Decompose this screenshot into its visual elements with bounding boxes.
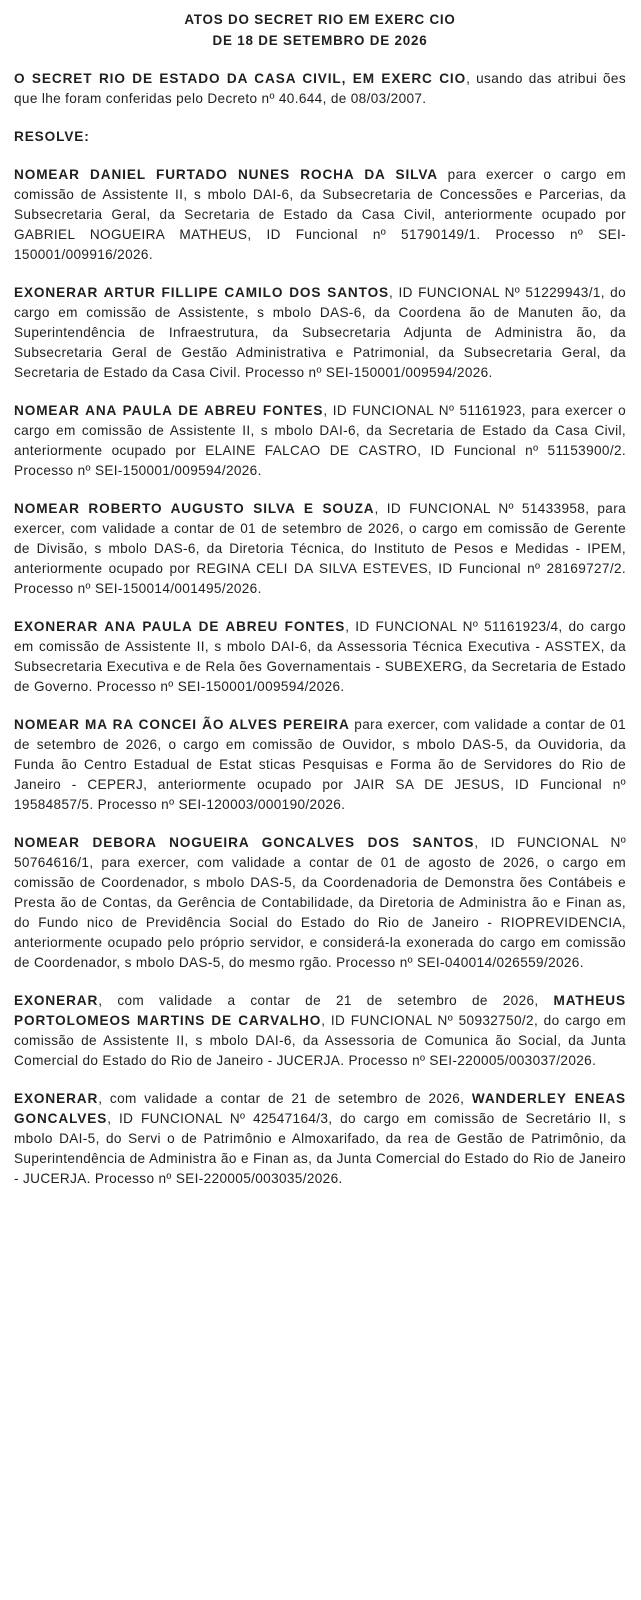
act-4-text: , ID FUNCIONAL Nº 51433958, para exercer, com validade a contar de 01 de setembro de 2026, o cargo em comissão de Gerente de Divisão, s mbolo DAS-6, da Diretoria Técnica, do Instituto de Pesos e Medidas - IPEM, anteriormente ocupado por REGINA CELI DA SILVA ESTEVES, ID Funcional nº 28169727/2. Processo nº SEI-150014/001495/2026. — [14, 501, 627, 596]
act-5-bold: EXONERAR ANA PAULA DE ABREU FONTES — [14, 619, 346, 634]
act-5-text: , ID FUNCIONAL Nº 51161923/4, do cargo em comissão de Assistente II, s mbolo DAI-6, da Assessoria Técnica Executiva - ASSTEX, da Subsecretaria Executiva e de Rela ões Governamentais - SUBEXERG, da Secretaria de Estado de Governo. Processo nº SEI-150001/009594/2026. — [14, 619, 626, 694]
act-7-bold: NOMEAR DEBORA NOGUEIRA GONCALVES DOS SANTOS — [14, 835, 475, 850]
act-paragraph-9 — [14, 1089, 626, 1189]
act-paragraph-7 — [14, 833, 626, 973]
intro-paragraph — [14, 69, 626, 109]
act-9-bold: EXONERAR — [14, 1091, 99, 1106]
act-2-text: , ID FUNCIONAL Nº 51229943/1, do cargo em comissão de Assistente, s mbolo DAS-6, da Coordena ão de Manuten ão, da Superintendência de Infraestrutura, da Subsecretaria Adjunta de Administra ão, da Subsecretaria Geral de Gestão Administrativa e Patrimonial, da Subsecretaria Geral, da Secretaria de Estado da Casa Civil. Processo nº SEI-150001/009594/2026. — [14, 285, 626, 380]
act-8-text-2: , ID FUNCIONAL Nº 50932750/2, do cargo em comissão de Assistente II, s mbolo DAI-6, da Assessoria de Comunica ão Social, da Junta Comercial do Estado do Rio de Janeiro - JUCERJA. Processo nº SEI-220005/003037/2026. — [14, 1013, 626, 1068]
resolve-label: RESOLVE: — [14, 129, 90, 144]
act-9-bold-name: WANDERLEY ENEAS GONCALVES — [14, 1091, 626, 1126]
act-6-bold: NOMEAR MA RA CONCEI ÃO ALVES PEREIRA — [14, 717, 350, 732]
act-2-bold: EXONERAR ARTUR FILLIPE CAMILO DOS SANTOS — [14, 285, 390, 300]
heading-line-1: ATOS DO SECRET RIO EM EXERC CIO — [184, 12, 456, 27]
act-8-bold: EXONERAR — [14, 993, 99, 1008]
act-paragraph-4 — [14, 499, 626, 599]
act-3-text: , ID FUNCIONAL Nº 51161923, para exercer o cargo em comissão de Assistente II, s mbolo DAI-6, da Secretaria de Estado da Casa Civil, anteriormente ocupado por ELAINE FALCAO DE CASTRO, ID Funcional nº 51153900/2. Processo nº SEI-150001/009594/2026. — [14, 403, 626, 478]
act-paragraph-1 — [14, 165, 626, 265]
act-6-text: para exercer, com validade a contar de 01 de setembro de 2026, o cargo em comissão de Ouvidor, s mbolo DAS-5, da Ouvidoria, da Funda ão Centro Estadual de Estat sticas Pesquisas e Forma ão de Servidores do Rio de Janeiro - CEPERJ, anteriormente ocupado por JAIR SA DE JESUS, ID Funcional nº 19584857/5. Processo nº SEI-120003/000190/2026. — [14, 717, 626, 812]
act-8-bold-name: MATHEUS PORTOLOMEOS MARTINS DE CARVALHO — [14, 993, 626, 1028]
act-1-text: para exercer o cargo em comissão de Assistente II, s mbolo DAI-6, da Subsecretaria de Concessões e Parcerias, da Subsecretaria Geral, da Secretaria de Estado da Casa Civil, anteriormente ocupado por GABRIEL NOGUEIRA MATHEUS, ID Funcional nº 51790149/1. Processo nº SEI-150001/009916/2026. — [14, 167, 626, 262]
heading-line-2: DE 18 DE SETEMBRO DE 2026 — [212, 33, 428, 48]
act-paragraph-2 — [14, 283, 626, 383]
act-9-text: , com validade a contar de 21 de setembro de 2026, — [98, 1091, 472, 1106]
intro-bold: O SECRET RIO DE ESTADO DA CASA CIVIL, EM EXERC CIO — [14, 71, 467, 86]
intro-text: , usando das atribui ões que lhe foram conferidas pelo Decreto nº 40.644, de 08/03/2007. — [14, 71, 626, 106]
act-paragraph-3 — [14, 401, 626, 481]
act-1-bold: NOMEAR DANIEL FURTADO NUNES ROCHA DA SILVA — [14, 167, 438, 182]
document-heading — [14, 9, 626, 51]
act-9-text-2: , ID FUNCIONAL Nº 42547164/3, do cargo em comissão de Secretário II, s mbolo DAI-5, do Servi o de Patrimônio e Almoxarifado, da rea de Gestão de Patrimônio, da Superintendência de Administra ão e Finan as, da Junta Comercial do Estado do Rio de Janeiro - JUCERJA. Processo nº SEI-220005/003035/2026. — [14, 1111, 626, 1186]
act-paragraph-8 — [14, 991, 626, 1071]
act-7-text: , ID FUNCIONAL Nº 50764616/1, para exercer, com validade a contar de 01 de agosto de 2026, o cargo em comissão de Coordenador, s mbolo DAS-5, da Coordenadoria de Demonstra ões Contábeis e Presta ão de Contas, da Gerência de Contabilidade, da Diretoria de Administra ão e Finan as, do Fundo nico de Previdência Social do Estado do Rio de Janeiro - RIOPREVIDENCIA, anteriormente ocupado pelo próprio servidor, e considerá-la exonerada do cargo em comissão de Coordenador, s mbolo DAS-5, do mesmo rgão. Processo nº SEI-040014/026559/2026. — [14, 835, 627, 970]
act-3-bold: NOMEAR ANA PAULA DE ABREU FONTES — [14, 403, 324, 418]
act-8-text: , com validade a contar de 21 de setembro de 2026, — [98, 993, 554, 1008]
act-paragraph-5 — [14, 617, 626, 697]
act-4-bold: NOMEAR ROBERTO AUGUSTO SILVA E SOUZA — [14, 501, 375, 516]
act-paragraph-6 — [14, 715, 626, 815]
